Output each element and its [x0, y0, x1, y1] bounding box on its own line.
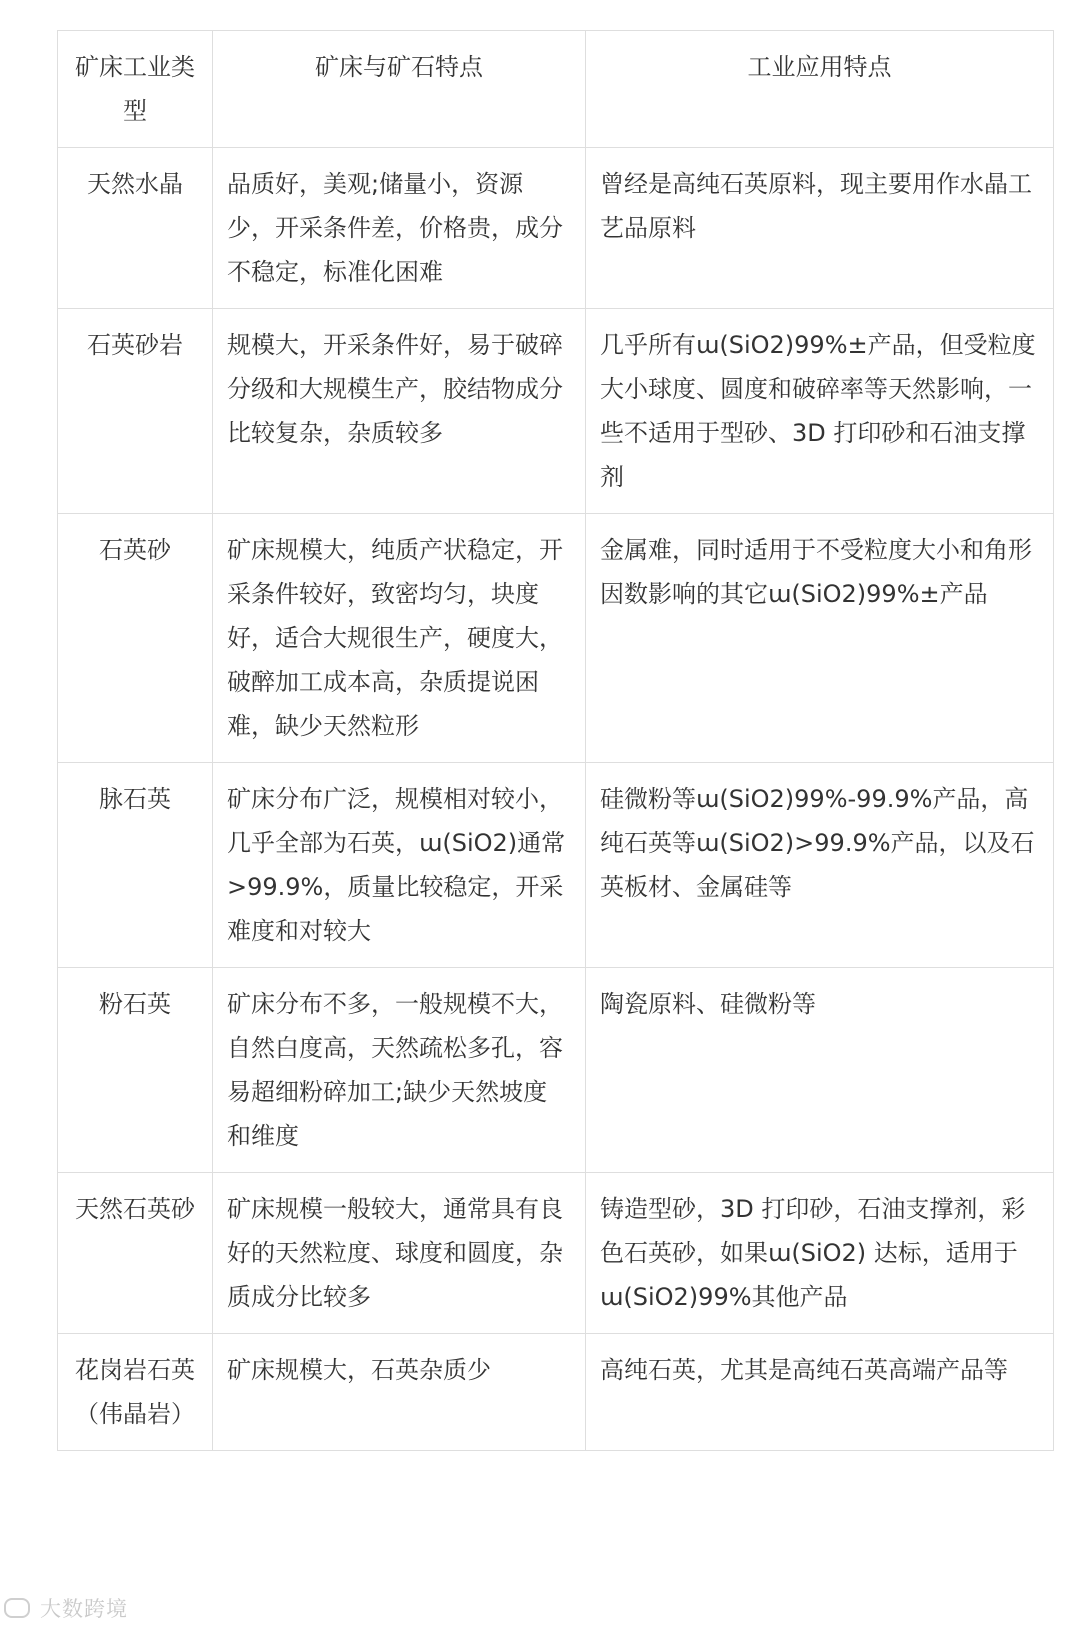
- table-header-row: [58, 31, 1054, 148]
- table-row: [58, 968, 1054, 1173]
- table-row: [58, 309, 1054, 514]
- cell-features: 矿床规模大，石英杂质少: [213, 1334, 586, 1451]
- cell-application: 几乎所有ɯ(SiO2)99%±产品，但受粒度大小球度、圆度和破碎率等天然影响，一些不适用于型砂、3D 打印砂和石油支撑剂: [586, 309, 1054, 514]
- cell-features: 矿床分布不多，一般规模不大，自然白度高，天然疏松多孔，容易超细粉碎加工;缺少天然坡度和维度: [213, 968, 586, 1173]
- cell-type: 脉石英: [58, 763, 213, 968]
- quartz-deposit-table: [57, 30, 1054, 1451]
- cell-type: 石英砂: [58, 514, 213, 763]
- table-row: [58, 763, 1054, 968]
- cell-application: 曾经是高纯石英原料，现主要用作水晶工艺品原料: [586, 148, 1054, 309]
- cell-type: 石英砂岩: [58, 309, 213, 514]
- cell-application: 铸造型砂，3D 打印砂，石油支撑剂，彩色石英砂，如果ɯ(SiO2) 达标，适用于ɯ(SiO2)99%其他产品: [586, 1173, 1054, 1334]
- table-row: [58, 148, 1054, 309]
- cell-type: 粉石英: [58, 968, 213, 1173]
- cell-application: 高纯石英，尤其是高纯石英高端产品等: [586, 1334, 1054, 1451]
- cell-features: 品质好，美观;储量小，资源少，开采条件差，价格贵，成分不稳定，标准化困难: [213, 148, 586, 309]
- cell-features: 规模大，开采条件好，易于破碎分级和大规模生产，胶结物成分比较复杂，杂质较多: [213, 309, 586, 514]
- cell-application: 陶瓷原料、硅微粉等: [586, 968, 1054, 1173]
- cell-type: 花岗岩石英（伟晶岩）: [58, 1334, 213, 1451]
- cell-application: 硅微粉等ɯ(SiO2)99%-99.9%产品，高纯石英等ɯ(SiO2)>99.9%产品，以及石英板材、金属硅等: [586, 763, 1054, 968]
- watermark: [4, 1593, 128, 1623]
- header-deposit-features: 矿床与矿石特点: [213, 31, 586, 148]
- cell-features: 矿床规模大，纯质产状稳定，开采条件较好，致密均匀，块度好，适合大规很生产，硬度大，破醉加工成本高，杂质提说困难，缺少天然粒形: [213, 514, 586, 763]
- header-industrial-application: 工业应用特点: [586, 31, 1054, 148]
- header-deposit-type: 矿床工业类型: [58, 31, 213, 148]
- table-row: [58, 514, 1054, 763]
- cell-type: 天然水晶: [58, 148, 213, 309]
- cell-features: 矿床规模一般较大，通常具有良好的天然粒度、球度和圆度，杂质成分比较多: [213, 1173, 586, 1334]
- logo-icon: [4, 1598, 30, 1618]
- watermark-text: 大数跨境: [40, 1597, 128, 1621]
- table-row: [58, 1334, 1054, 1451]
- cell-features: 矿床分布广泛，规模相对较小，几乎全部为石英，ɯ(SiO2)通常>99.9%，质量比较稳定，开采难度和对较大: [213, 763, 586, 968]
- cell-type: 天然石英砂: [58, 1173, 213, 1334]
- cell-application: 金属难，同时适用于不受粒度大小和角形因数影响的其它ɯ(SiO2)99%±产品: [586, 514, 1054, 763]
- table-row: [58, 1173, 1054, 1334]
